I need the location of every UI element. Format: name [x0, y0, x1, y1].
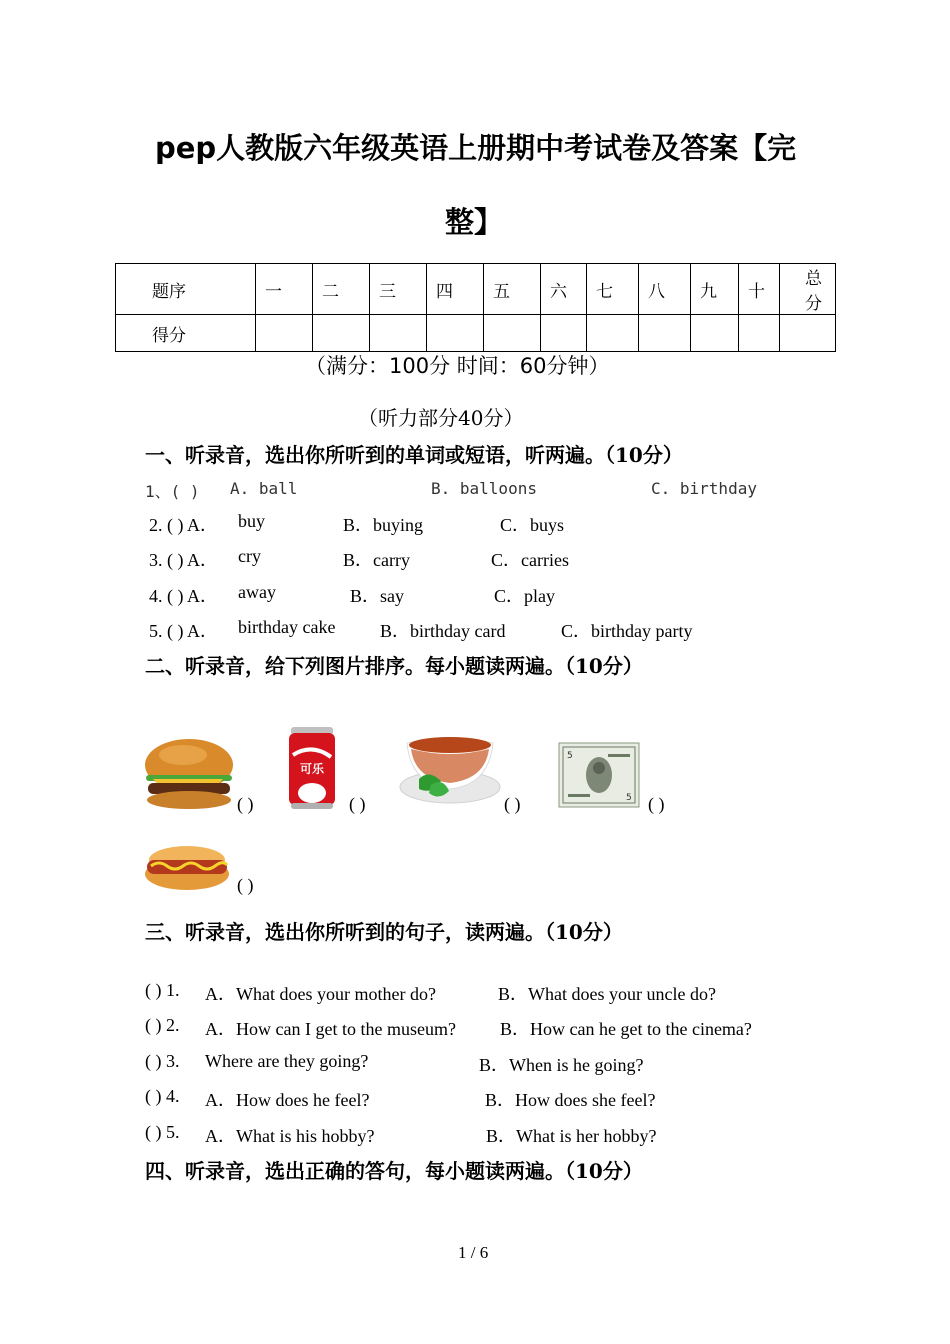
- option-a: A．What does your mother do?: [205, 984, 436, 1004]
- option-b: B．How does she feel?: [485, 1090, 656, 1110]
- option-c: C．play: [494, 586, 555, 606]
- option-a: buy: [238, 511, 265, 531]
- score-cell[interactable]: [256, 315, 313, 352]
- question-number: ( ) 2.: [145, 1015, 180, 1035]
- option-a: A. ball: [230, 479, 298, 498]
- question-number: 5. ( ) A．: [149, 621, 218, 641]
- question-number: 4. ( ) A．: [149, 586, 218, 606]
- option-b: B．birthday card: [380, 621, 506, 641]
- option-b: B．How can he get to the cinema?: [500, 1019, 752, 1039]
- table-cell: 三: [370, 264, 427, 315]
- table-cell: 八: [639, 264, 691, 315]
- exam-info: （满分：100分 时间：60分钟）: [305, 354, 610, 378]
- score-cell[interactable]: [587, 315, 639, 352]
- option-a: birthday cake: [238, 617, 336, 637]
- option-c: C．buys: [500, 515, 565, 535]
- tea-cup-image: [397, 729, 503, 809]
- question-number: ( ) 5.: [145, 1122, 180, 1142]
- option-a: A．What is his hobby?: [205, 1126, 375, 1146]
- hot-dog-image: [143, 838, 231, 892]
- answer-blank[interactable]: ( ): [648, 794, 665, 814]
- table-cell: 九: [691, 264, 739, 315]
- score-cell[interactable]: [484, 315, 541, 352]
- option-b: B．buying: [343, 515, 424, 535]
- option-a: cry: [238, 546, 261, 566]
- score-cell[interactable]: [780, 315, 836, 352]
- page-title: pep人教版六年级英语上册期中考试卷及答案【完: [155, 131, 797, 165]
- question-number: ( ) 4.: [145, 1086, 180, 1106]
- option-b: B．When is he going?: [479, 1055, 644, 1075]
- table-cell: 总分: [780, 264, 836, 315]
- option-b: B．What does your uncle do?: [498, 984, 716, 1004]
- table-cell: 七: [587, 264, 639, 315]
- answer-blank[interactable]: ( ): [349, 794, 366, 814]
- page-title-continued: 整】: [445, 205, 504, 239]
- option-a: away: [238, 582, 276, 602]
- score-cell[interactable]: [739, 315, 780, 352]
- score-cell[interactable]: [313, 315, 370, 352]
- svg-text:5: 5: [626, 793, 632, 803]
- question-number: 1、( ): [145, 482, 200, 501]
- option-b: B．What is her hobby?: [486, 1126, 657, 1146]
- option-b: B．say: [350, 586, 404, 606]
- question-number: ( ) 3.: [145, 1051, 180, 1071]
- table-cell: 五: [484, 264, 541, 315]
- option-b: B．carry: [343, 550, 410, 570]
- dollar-bill-image: [558, 742, 640, 808]
- table-cell: 一: [256, 264, 313, 315]
- score-cell[interactable]: [370, 315, 427, 352]
- option-a: A．How can I get to the museum?: [205, 1019, 456, 1039]
- score-table: [115, 263, 836, 352]
- section-1-heading: 一、听录音，选出你所听到的单词或短语，听两遍。（10分）: [145, 443, 683, 467]
- score-cell[interactable]: [639, 315, 691, 352]
- option-a: Where are they going?: [205, 1051, 369, 1071]
- table-cell: 二: [313, 264, 370, 315]
- table-cell: 六: [541, 264, 587, 315]
- answer-blank[interactable]: ( ): [237, 875, 254, 895]
- table-cell: 十: [739, 264, 780, 315]
- answer-blank[interactable]: ( ): [504, 794, 521, 814]
- svg-text:可乐: 可乐: [299, 762, 325, 776]
- score-cell[interactable]: [427, 315, 484, 352]
- section-3-heading: 三、听录音，选出你所听到的句子，读两遍。（10分）: [145, 920, 623, 944]
- section-4-heading: 四、听录音，选出正确的答句，每小题读两遍。（10分）: [145, 1159, 643, 1183]
- score-table-header-row: [116, 264, 836, 315]
- question-number: 3. ( ) A．: [149, 550, 218, 570]
- option-c: C．birthday party: [561, 621, 693, 641]
- option-c: C. birthday: [651, 479, 757, 498]
- score-table-score-row: [116, 315, 836, 352]
- table-cell: 题序: [116, 264, 256, 315]
- option-b: B. balloons: [431, 479, 537, 498]
- question-number: 2. ( ) A．: [149, 515, 218, 535]
- hamburger-image: [143, 737, 235, 811]
- option-a: A．How does he feel?: [205, 1090, 370, 1110]
- question-number: ( ) 1.: [145, 980, 180, 1000]
- option-c: C．carries: [491, 550, 569, 570]
- score-cell[interactable]: [691, 315, 739, 352]
- section-2-heading: 二、听录音，给下列图片排序。每小题读两遍。（10分）: [145, 654, 643, 678]
- answer-blank[interactable]: ( ): [237, 794, 254, 814]
- svg-text:5: 5: [567, 751, 573, 761]
- page-number: 1 / 6: [458, 1243, 489, 1262]
- cola-can-image: [287, 725, 337, 811]
- listening-note: （听力部分40分）: [358, 406, 524, 430]
- table-cell: 得分: [116, 315, 256, 352]
- table-cell: 四: [427, 264, 484, 315]
- score-cell[interactable]: [541, 315, 587, 352]
